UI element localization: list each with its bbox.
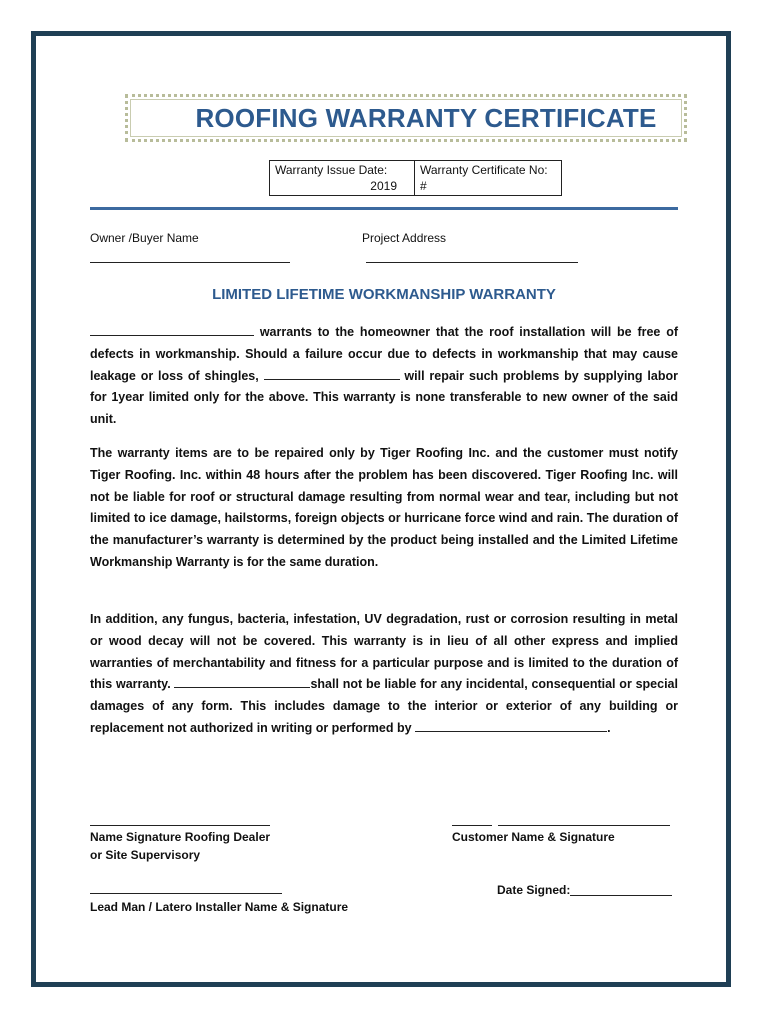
issue-date-label: Warranty Issue Date: (275, 163, 388, 177)
cert-no-cell[interactable] (415, 161, 562, 196)
paragraph-1-text-b: will repair such problems by supplying labor for 1year limited only for the above. This warranty is none transferable to new owner of the said unit. (90, 368, 678, 427)
issue-date-value: 2019 (370, 179, 397, 193)
cert-no-value: # (420, 179, 427, 193)
customer-signature-label: Customer Name & Signature (452, 830, 615, 844)
installer-signature-line[interactable] (90, 893, 282, 894)
certificate-title: ROOFING WARRANTY CERTIFICATE (195, 102, 657, 133)
contractor-name-blank[interactable] (90, 323, 254, 336)
issue-date-cell[interactable] (270, 161, 415, 196)
paragraph-3-text-a: In addition, any fungus, bacteria, infestation, UV degradation, rust or corrosion resulting in metal or wood decay will not be covered. This warranty is in lieu of all other express and implied warranties of merchantability and fitness for a particular purpose and is limited to the duration of this warranty. (90, 612, 678, 692)
installer-signature-label: Lead Man / Latero Installer Name & Signature (90, 900, 349, 914)
paragraph-1-text-a: warrants to the homeowner that the roof installation will be free of defects in workmanship. Should a failure occur due to defects in workmanship that may cause leakage or loss of shingles, (90, 325, 678, 383)
info-table (269, 160, 562, 196)
owner-label: Owner /Buyer Name (90, 231, 199, 245)
paragraph-3-text-b: shall not be liable for any incidental, consequential or special damages of any form. This includes damage to the interior or exterior of any building or replacement not authorized in writing or performed by (90, 677, 678, 735)
customer-signature-line[interactable] (498, 825, 670, 826)
performed-by-blank[interactable] (415, 719, 607, 732)
paragraph-2: The warranty items are to be repaired only by Tiger Roofing Inc. and the customer must notify Tiger Roofing. Inc. within 48 hours after the problem has been discovered. Tiger Roofing Inc. will not be liable for roof or structural damage resulting from normal wear and tear, including but not limited to ice damage, hailstorms, foreign objects or hurricane force wind and rain. The duration of the manufacturer’s warranty is determined by the product being installed and the Limited Lifetime Workmanship Warranty is for the same duration. (90, 446, 678, 569)
address-label: Project Address (362, 231, 447, 245)
cert-no-label: Warranty Certificate No: (420, 163, 548, 177)
dealer-signature-label: Name Signature Roofing Dealer (90, 830, 271, 844)
date-signed-field[interactable] (570, 895, 672, 896)
title-banner (125, 94, 687, 142)
supervisor-label: or Site Supervisory (90, 848, 201, 862)
section-divider (90, 207, 678, 210)
company-liability-blank[interactable] (174, 675, 310, 688)
paragraph-3-text-c: . (607, 720, 611, 735)
dealer-signature-line[interactable] (90, 825, 270, 826)
company-name-blank[interactable] (264, 367, 400, 380)
warranty-subtitle: LIMITED LIFETIME WORKMANSHIP WARRANTY (212, 286, 556, 303)
customer-name-line[interactable] (452, 825, 492, 826)
paragraph-3 (90, 609, 678, 740)
date-signed-label: Date Signed: (497, 883, 571, 897)
project-address-field[interactable] (366, 262, 578, 263)
owner-name-field[interactable] (90, 262, 290, 263)
paragraph-1 (90, 322, 678, 431)
